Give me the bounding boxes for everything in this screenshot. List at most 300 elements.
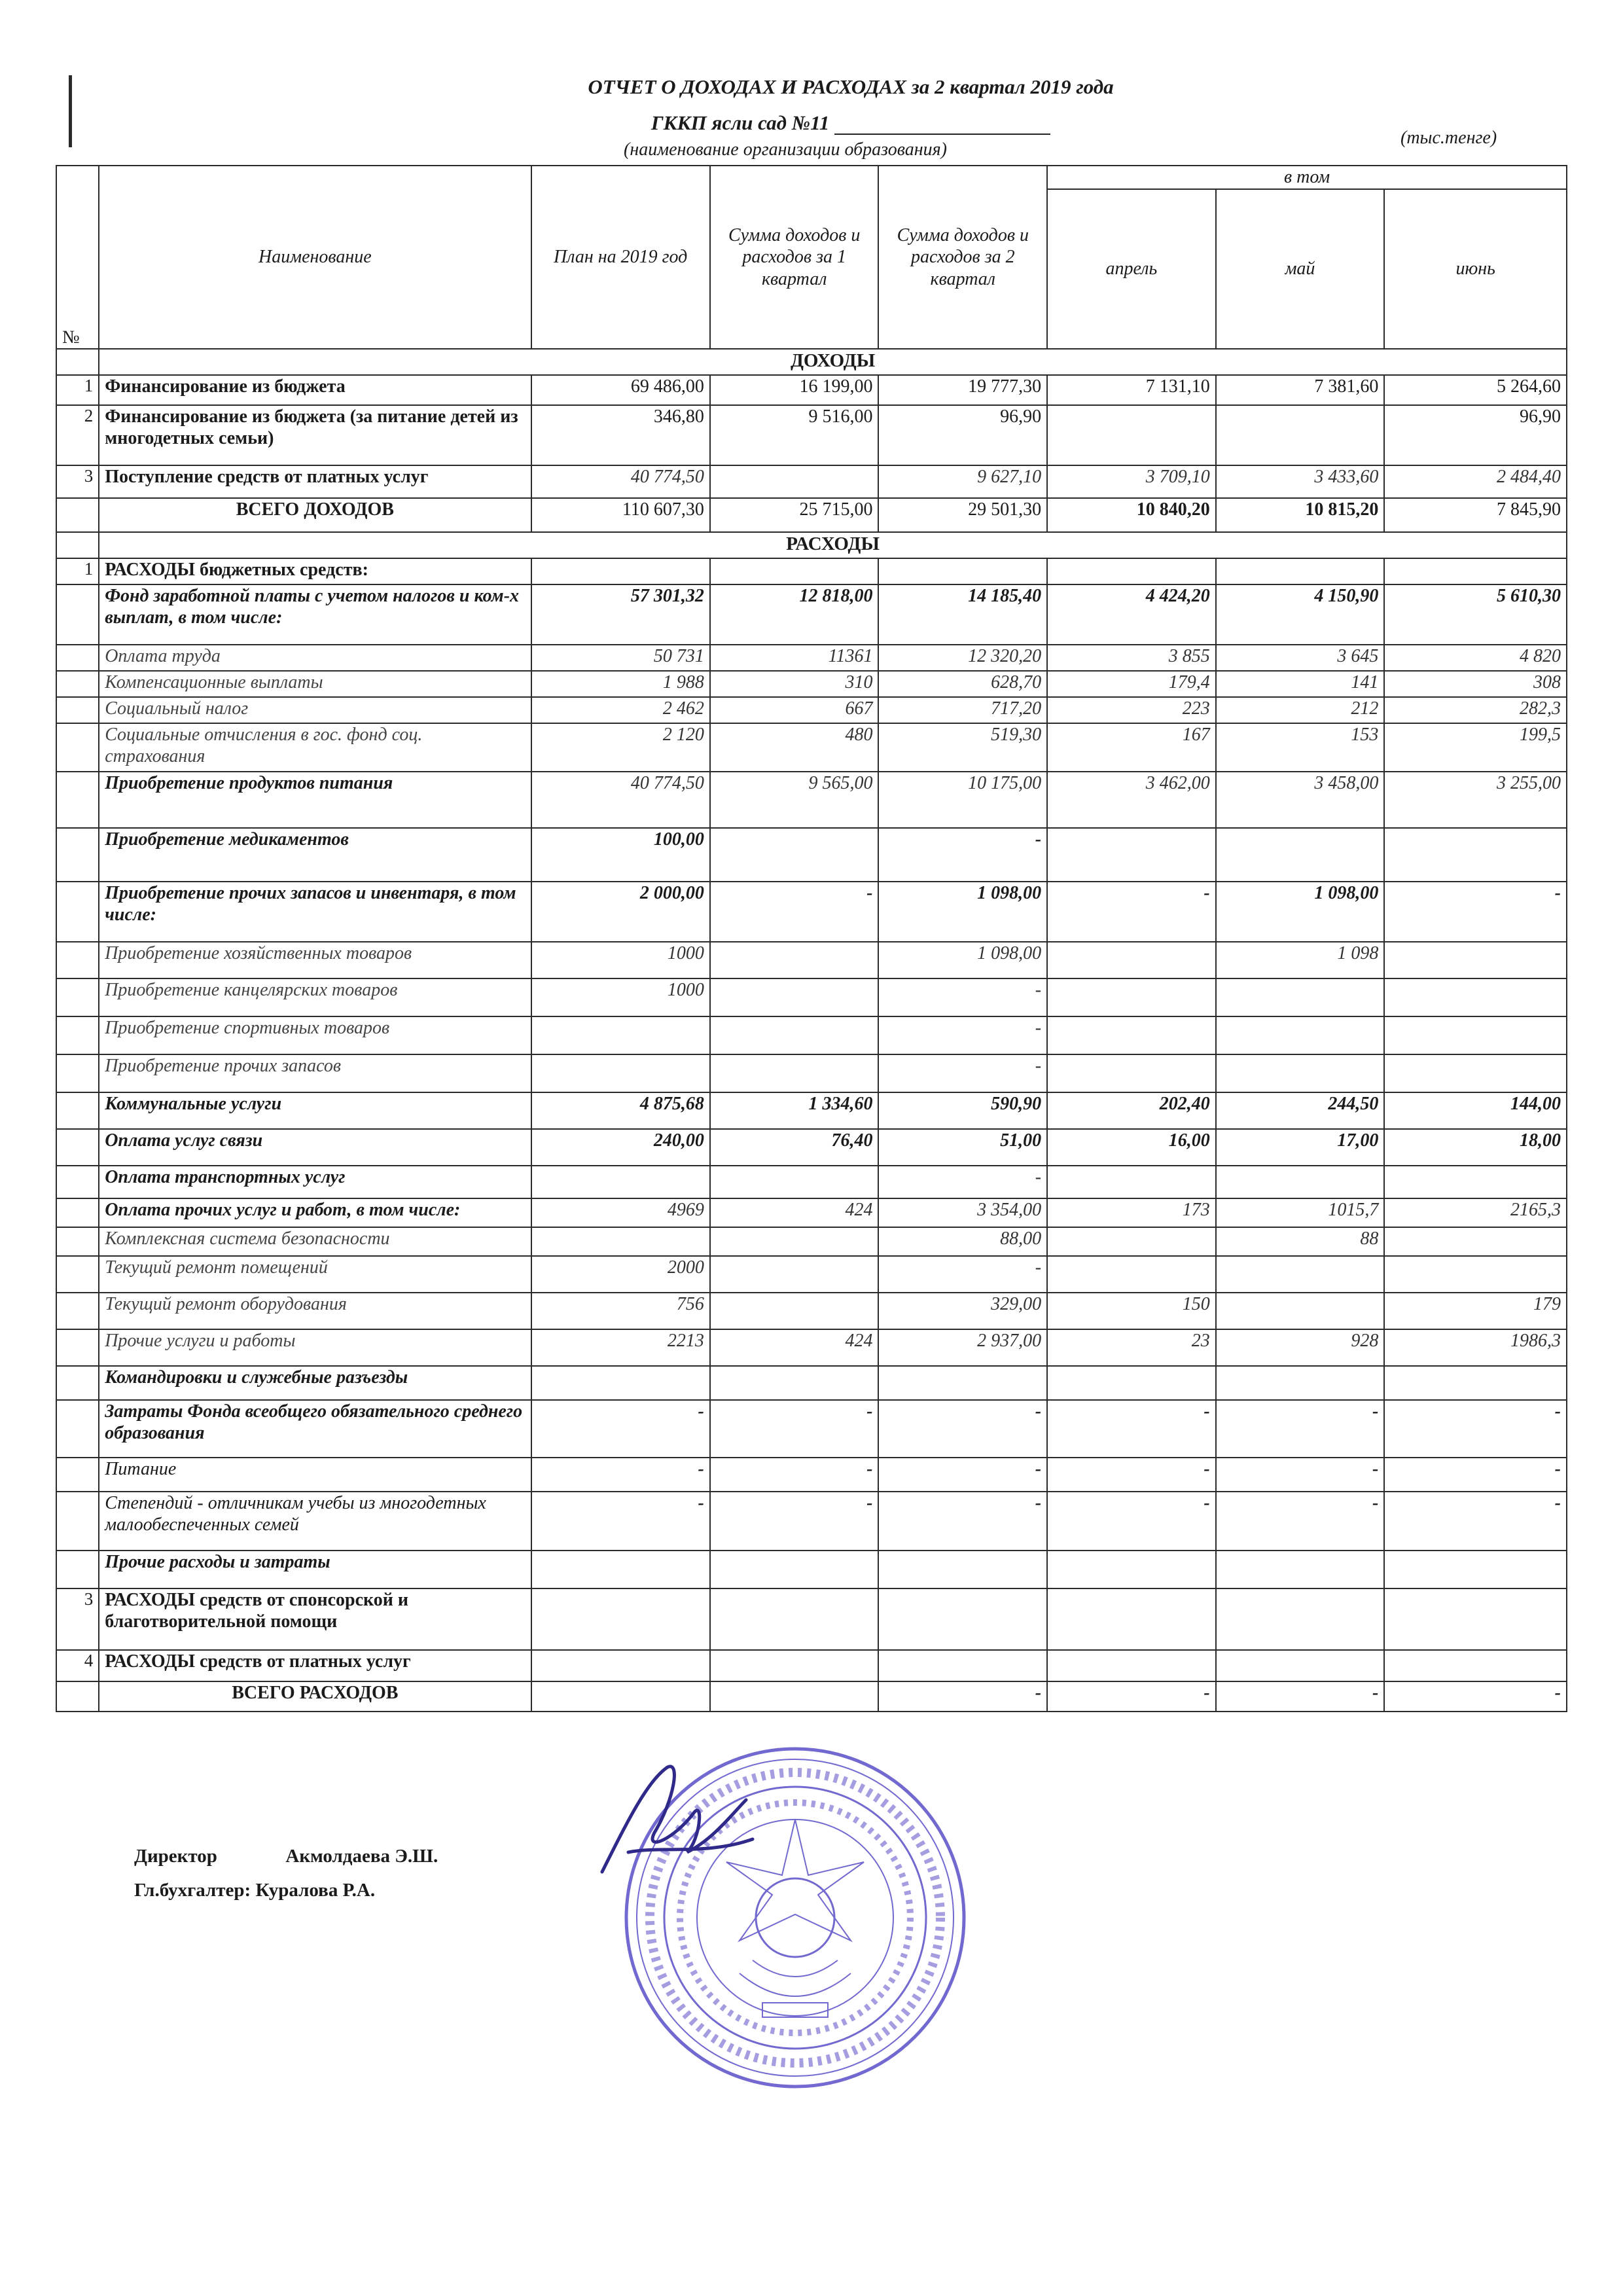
col-q2: Сумма доходов и расходов за 2 квартал	[878, 166, 1047, 349]
cell-apr	[1047, 978, 1216, 1016]
cell-may: -	[1216, 1458, 1385, 1492]
expense-row	[56, 1227, 1567, 1256]
cell-q1	[710, 1366, 879, 1400]
row-number	[56, 978, 99, 1016]
row-label: Оплата прочих услуг и работ, в том числе:	[99, 1198, 531, 1227]
cell-may	[1216, 558, 1385, 584]
expense-row	[56, 1458, 1567, 1492]
cell-q1	[710, 1650, 879, 1681]
expense-row	[56, 1129, 1567, 1166]
cell-jun: 199,5	[1384, 723, 1567, 772]
col-name: Наименование	[99, 166, 531, 349]
cell-apr	[1047, 1016, 1216, 1054]
cell-q2: 1 098,00	[878, 882, 1047, 942]
cell-q1: -	[710, 1458, 879, 1492]
cell-apr: 3 709,10	[1047, 465, 1216, 498]
row-label: Степендий - отличникам учебы из многодетных малообеспеченных семей	[99, 1492, 531, 1551]
cell-apr	[1047, 558, 1216, 584]
cell-q2: -	[878, 1166, 1047, 1198]
cell-apr: -	[1047, 882, 1216, 942]
cell-apr: 10 840,20	[1047, 498, 1216, 532]
expense-row	[56, 723, 1567, 772]
row-label: Текущий ремонт помещений	[99, 1256, 531, 1293]
cell-plan: 1000	[531, 942, 710, 978]
cell-jun: 1986,3	[1384, 1329, 1567, 1366]
expense-row	[56, 772, 1567, 828]
row-label: Фонд заработной платы с учетом налогов и ком-х выплат, в том числе:	[99, 584, 531, 645]
row-label: Компенсационные выплаты	[99, 671, 531, 697]
cell-apr: 3 462,00	[1047, 772, 1216, 828]
cell-jun: 5 264,60	[1384, 375, 1567, 405]
expense-row	[56, 1256, 1567, 1293]
cell-apr	[1047, 1054, 1216, 1092]
cell-may	[1216, 1054, 1385, 1092]
cell-may	[1216, 1650, 1385, 1681]
cell-q2: 2 937,00	[878, 1329, 1047, 1366]
income-row	[56, 405, 1567, 465]
cell-apr	[1047, 1227, 1216, 1256]
expense-row	[56, 671, 1567, 697]
cell-plan: 2000	[531, 1256, 710, 1293]
cell-q2: 628,70	[878, 671, 1047, 697]
expense-row	[56, 1054, 1567, 1092]
director-label: Директор	[134, 1846, 217, 1867]
cell-apr: -	[1047, 1681, 1216, 1712]
cell-q2: 12 320,20	[878, 645, 1047, 671]
cell-apr	[1047, 1650, 1216, 1681]
row-label: ВСЕГО РАСХОДОВ	[99, 1681, 531, 1712]
cell-plan: 2213	[531, 1329, 710, 1366]
row-label: Приобретение прочих запасов и инвентаря, в том числе:	[99, 882, 531, 942]
row-number: 2	[56, 405, 99, 465]
expense-row	[56, 1016, 1567, 1054]
cell-q1: -	[710, 1492, 879, 1551]
cell-may	[1216, 1588, 1385, 1650]
cell-q1	[710, 1588, 879, 1650]
row-number	[56, 1016, 99, 1054]
row-label: Прочие услуги и работы	[99, 1329, 531, 1366]
cell-plan	[531, 1551, 710, 1588]
cell-q2: 96,90	[878, 405, 1047, 465]
cell-plan: 240,00	[531, 1129, 710, 1166]
cell-plan: 2 462	[531, 697, 710, 723]
cell-apr: 202,40	[1047, 1092, 1216, 1129]
cell-q2: -	[878, 828, 1047, 882]
cell-may	[1216, 1551, 1385, 1588]
cell-may: 10 815,20	[1216, 498, 1385, 532]
row-number	[56, 584, 99, 645]
cell-q1: 424	[710, 1329, 879, 1366]
row-label: Комплексная система безопасности	[99, 1227, 531, 1256]
cell-jun	[1384, 1551, 1567, 1588]
row-number	[56, 1681, 99, 1712]
cell-apr: 173	[1047, 1198, 1216, 1227]
cell-plan	[531, 558, 710, 584]
row-label: Затраты Фонда всеобщего обязательного среднего образования	[99, 1400, 531, 1458]
cell-plan	[531, 1166, 710, 1198]
row-number	[56, 671, 99, 697]
row-label: Социальный налог	[99, 697, 531, 723]
row-label: Оплата транспортных услуг	[99, 1166, 531, 1198]
expenses-total-row	[56, 1681, 1567, 1712]
cell-apr: -	[1047, 1492, 1216, 1551]
expense-row	[56, 1400, 1567, 1458]
cell-apr	[1047, 405, 1216, 465]
row-number	[56, 1492, 99, 1551]
expense-row	[56, 1293, 1567, 1329]
cell-may	[1216, 1016, 1385, 1054]
cell-may: 928	[1216, 1329, 1385, 1366]
income-row	[56, 375, 1567, 405]
row-number	[56, 1227, 99, 1256]
cell-apr	[1047, 1366, 1216, 1400]
row-number	[56, 772, 99, 828]
cell-jun: 7 845,90	[1384, 498, 1567, 532]
cell-q2	[878, 558, 1047, 584]
cell-may: 1 098	[1216, 942, 1385, 978]
row-label: РАСХОДЫ бюджетных средств:	[99, 558, 531, 584]
cell-may	[1216, 1256, 1385, 1293]
cell-may	[1216, 1166, 1385, 1198]
cell-jun: 282,3	[1384, 697, 1567, 723]
cell-jun: 3 255,00	[1384, 772, 1567, 828]
cell-jun: -	[1384, 1492, 1567, 1551]
row-number	[56, 1092, 99, 1129]
col-may: май	[1216, 189, 1385, 349]
row-label: Приобретение спортивных товаров	[99, 1016, 531, 1054]
expense-row	[56, 697, 1567, 723]
report-title: ОТЧЕТ О ДОХОДАХ И РАСХОДАХ за 2 квартал 2019 года	[588, 75, 1114, 98]
cell-q1: 16 199,00	[710, 375, 879, 405]
cell-jun	[1384, 1256, 1567, 1293]
cell-q1: 667	[710, 697, 879, 723]
cell-may: 3 433,60	[1216, 465, 1385, 498]
cell-q2	[878, 1551, 1047, 1588]
cell-plan: 756	[531, 1293, 710, 1329]
cell-q2: 519,30	[878, 723, 1047, 772]
row-label: Социальные отчисления в гос. фонд соц. страхования	[99, 723, 531, 772]
units-label: (тыс.тенге)	[1400, 128, 1497, 148]
cell-jun	[1384, 1166, 1567, 1198]
row-label: Финансирование из бюджета	[99, 375, 531, 405]
row-number: 1	[56, 558, 99, 584]
cell-apr: 16,00	[1047, 1129, 1216, 1166]
cell-q2: -	[878, 1256, 1047, 1293]
cell-jun	[1384, 1650, 1567, 1681]
cell-may: 1015,7	[1216, 1198, 1385, 1227]
cell-q2: 717,20	[878, 697, 1047, 723]
cell-plan: 2 120	[531, 723, 710, 772]
cell-apr: 4 424,20	[1047, 584, 1216, 645]
cell-jun	[1384, 558, 1567, 584]
expense-row	[56, 978, 1567, 1016]
report-body	[56, 349, 1567, 1712]
cell-apr: 7 131,10	[1047, 375, 1216, 405]
row-number	[56, 1054, 99, 1092]
expense-row	[56, 882, 1567, 942]
cell-q2: 29 501,30	[878, 498, 1047, 532]
cell-plan	[531, 1227, 710, 1256]
col-including: в том	[1047, 166, 1567, 189]
organization-caption: (наименование организации образования)	[624, 139, 947, 160]
row-number	[56, 1400, 99, 1458]
cell-plan: 40 774,50	[531, 465, 710, 498]
cell-plan: -	[531, 1458, 710, 1492]
cell-may: -	[1216, 1400, 1385, 1458]
row-label: РАСХОДЫ средств от спонсорской и благотворительной помощи	[99, 1588, 531, 1650]
expense-row	[56, 1166, 1567, 1198]
row-number	[56, 1458, 99, 1492]
cell-q1: -	[710, 1400, 879, 1458]
col-april: апрель	[1047, 189, 1216, 349]
cell-jun: 2165,3	[1384, 1198, 1567, 1227]
cell-q1	[710, 978, 879, 1016]
cell-q1: 1 334,60	[710, 1092, 879, 1129]
row-label: Оплата услуг связи	[99, 1129, 531, 1166]
cell-apr	[1047, 1166, 1216, 1198]
row-number: 1	[56, 375, 99, 405]
cell-plan: 40 774,50	[531, 772, 710, 828]
cell-may	[1216, 1293, 1385, 1329]
expense-row	[56, 1366, 1567, 1400]
organization-line	[39, 111, 1623, 135]
cell-plan: -	[531, 1492, 710, 1551]
cell-q1: 25 715,00	[710, 498, 879, 532]
row-number	[56, 882, 99, 942]
cell-jun: 308	[1384, 671, 1567, 697]
cell-apr: 23	[1047, 1329, 1216, 1366]
cell-q1	[710, 828, 879, 882]
row-number: 4	[56, 1650, 99, 1681]
cell-jun	[1384, 1588, 1567, 1650]
row-number	[56, 498, 99, 532]
cell-plan: 50 731	[531, 645, 710, 671]
cell-may: 141	[1216, 671, 1385, 697]
cell-q2: -	[878, 1054, 1047, 1092]
cell-q1: 480	[710, 723, 879, 772]
report-table	[56, 165, 1567, 1712]
expense-row	[56, 1329, 1567, 1366]
row-number	[56, 1256, 99, 1293]
cell-jun: -	[1384, 1458, 1567, 1492]
row-label: Коммунальные услуги	[99, 1092, 531, 1129]
expense-row	[56, 942, 1567, 978]
cell-q1: -	[710, 882, 879, 942]
cell-q1: 310	[710, 671, 879, 697]
cell-plan	[531, 1366, 710, 1400]
col-plan: План на 2019 год	[531, 166, 710, 349]
cell-q2: 10 175,00	[878, 772, 1047, 828]
cell-q1: 9 516,00	[710, 405, 879, 465]
row-label: Оплата труда	[99, 645, 531, 671]
director-name: Акмолдаева Э.Ш.	[285, 1846, 438, 1867]
cell-jun	[1384, 942, 1567, 978]
row-number	[56, 1129, 99, 1166]
expense-row	[56, 1492, 1567, 1551]
row-number	[56, 1366, 99, 1400]
col-number: №	[56, 166, 99, 349]
cell-jun: 18,00	[1384, 1129, 1567, 1166]
expense-row	[56, 1650, 1567, 1681]
cell-jun	[1384, 1054, 1567, 1092]
cell-may	[1216, 828, 1385, 882]
cell-plan: -	[531, 1400, 710, 1458]
cell-q2: 1 098,00	[878, 942, 1047, 978]
cell-jun	[1384, 978, 1567, 1016]
income-section-title: ДОХОДЫ	[99, 349, 1567, 375]
row-label: Поступление средств от платных услуг	[99, 465, 531, 498]
row-number	[56, 1198, 99, 1227]
cell-may: 88	[1216, 1227, 1385, 1256]
cell-q1	[710, 1054, 879, 1092]
row-number	[56, 723, 99, 772]
row-label: Финансирование из бюджета (за питание детей из многодетных семьи)	[99, 405, 531, 465]
cell-q2: -	[878, 1458, 1047, 1492]
handwritten-signature	[589, 1741, 766, 1892]
cell-jun: -	[1384, 1400, 1567, 1458]
row-number	[56, 942, 99, 978]
cell-apr: 3 855	[1047, 645, 1216, 671]
cell-apr: 150	[1047, 1293, 1216, 1329]
expense-row	[56, 1551, 1567, 1588]
col-june: июнь	[1384, 189, 1567, 349]
expense-row	[56, 645, 1567, 671]
cell-q2: 14 185,40	[878, 584, 1047, 645]
cell-may: 1 098,00	[1216, 882, 1385, 942]
cell-plan: 2 000,00	[531, 882, 710, 942]
cell-jun: 144,00	[1384, 1092, 1567, 1129]
cell-plan	[531, 1016, 710, 1054]
cell-apr	[1047, 1551, 1216, 1588]
cell-plan: 57 301,32	[531, 584, 710, 645]
cell-apr: -	[1047, 1458, 1216, 1492]
cell-q1	[710, 1551, 879, 1588]
cell-jun: 5 610,30	[1384, 584, 1567, 645]
expense-row	[56, 1198, 1567, 1227]
cell-q1: 12 818,00	[710, 584, 879, 645]
row-number	[56, 697, 99, 723]
cell-apr	[1047, 942, 1216, 978]
cell-jun	[1384, 1016, 1567, 1054]
cell-q1	[710, 558, 879, 584]
row-number	[56, 828, 99, 882]
cell-q2: 51,00	[878, 1129, 1047, 1166]
expenses-section-row	[56, 532, 1567, 558]
cell-q2: -	[878, 1492, 1047, 1551]
cell-may: 7 381,60	[1216, 375, 1385, 405]
row-label: Прочие расходы и затраты	[99, 1551, 531, 1588]
cell-plan: 69 486,00	[531, 375, 710, 405]
accountant-signature-line: Гл.бухгалтер: Куралова Р.А.	[134, 1880, 376, 1901]
cell-may: 17,00	[1216, 1129, 1385, 1166]
cell-q1: 9 565,00	[710, 772, 879, 828]
row-label: Текущий ремонт оборудования	[99, 1293, 531, 1329]
cell-q2: 9 627,10	[878, 465, 1047, 498]
cell-apr	[1047, 1256, 1216, 1293]
cell-may: 153	[1216, 723, 1385, 772]
cell-may: 3 458,00	[1216, 772, 1385, 828]
income-total-row	[56, 498, 1567, 532]
director-signature-line	[134, 1846, 438, 1867]
cell-apr: 167	[1047, 723, 1216, 772]
cell-q2	[878, 1650, 1047, 1681]
cell-plan: 346,80	[531, 405, 710, 465]
cell-jun: 4 820	[1384, 645, 1567, 671]
cell-plan: 100,00	[531, 828, 710, 882]
cell-plan	[531, 1681, 710, 1712]
expense-row	[56, 558, 1567, 584]
cell-q2: 329,00	[878, 1293, 1047, 1329]
expense-row	[56, 1588, 1567, 1650]
row-number	[56, 1329, 99, 1366]
row-number	[56, 1293, 99, 1329]
cell-q1: 76,40	[710, 1129, 879, 1166]
cell-jun	[1384, 1366, 1567, 1400]
row-label: Командировки и служебные разъезды	[99, 1366, 531, 1400]
cell-q2: 88,00	[878, 1227, 1047, 1256]
cell-q1: 424	[710, 1198, 879, 1227]
row-number	[56, 1551, 99, 1588]
cell-plan: 4 875,68	[531, 1092, 710, 1129]
expense-row	[56, 828, 1567, 882]
row-label: Приобретение хозяйственных товаров	[99, 942, 531, 978]
row-number	[56, 1166, 99, 1198]
cell-may	[1216, 1366, 1385, 1400]
cell-q1	[710, 942, 879, 978]
cell-may	[1216, 405, 1385, 465]
cell-q1	[710, 1166, 879, 1198]
row-label: Питание	[99, 1458, 531, 1492]
cell-plan: 4969	[531, 1198, 710, 1227]
row-label: Приобретение продуктов питания	[99, 772, 531, 828]
cell-q2: 590,90	[878, 1092, 1047, 1129]
cell-may: -	[1216, 1492, 1385, 1551]
cell-plan: 1000	[531, 978, 710, 1016]
cell-jun: 96,90	[1384, 405, 1567, 465]
row-label: Приобретение прочих запасов	[99, 1054, 531, 1092]
income-row	[56, 465, 1567, 498]
cell-plan	[531, 1054, 710, 1092]
cell-q2: -	[878, 978, 1047, 1016]
cell-apr: -	[1047, 1400, 1216, 1458]
row-label: Приобретение медикаментов	[99, 828, 531, 882]
cell-apr: 179,4	[1047, 671, 1216, 697]
cell-plan: 110 607,30	[531, 498, 710, 532]
cell-apr	[1047, 1588, 1216, 1650]
expense-row	[56, 584, 1567, 645]
cell-q2: 19 777,30	[878, 375, 1047, 405]
cell-q1	[710, 1227, 879, 1256]
organization-name: ГККП ясли сад №11	[651, 111, 830, 134]
cell-plan: 1 988	[531, 671, 710, 697]
row-number: 3	[56, 465, 99, 498]
cell-plan	[531, 1650, 710, 1681]
cell-q2: -	[878, 1681, 1047, 1712]
cell-jun: -	[1384, 882, 1567, 942]
cell-jun: -	[1384, 1681, 1567, 1712]
row-label: ВСЕГО ДОХОДОВ	[99, 498, 531, 532]
cell-q2	[878, 1588, 1047, 1650]
expense-row	[56, 1092, 1567, 1129]
cell-plan	[531, 1588, 710, 1650]
cell-q1: 11361	[710, 645, 879, 671]
cell-jun	[1384, 1227, 1567, 1256]
cell-q2: -	[878, 1016, 1047, 1054]
cell-q1	[710, 1016, 879, 1054]
cell-q2	[878, 1366, 1047, 1400]
row-label: РАСХОДЫ средств от платных услуг	[99, 1650, 531, 1681]
row-number: 3	[56, 1588, 99, 1650]
